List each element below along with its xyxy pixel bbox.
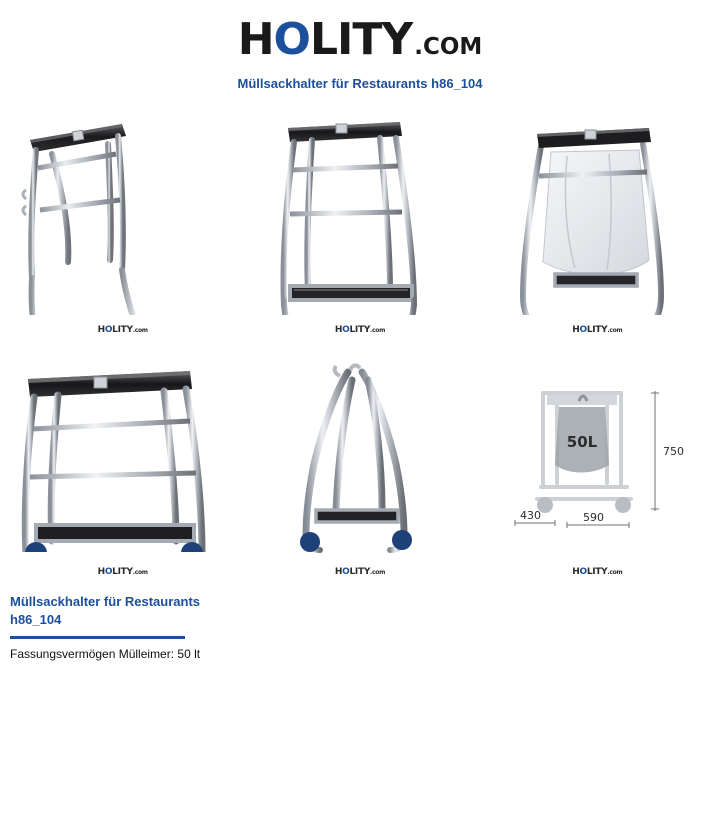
gallery-item-rear-view[interactable] bbox=[243, 341, 476, 581]
watermark: HOLITY.com bbox=[572, 567, 623, 577]
watermark: HOLITY.com bbox=[572, 325, 623, 335]
product-spec-capacity: Fassungsvermögen Mülleimer: 50 lt bbox=[10, 647, 201, 662]
gallery-image-2[interactable] bbox=[243, 99, 476, 325]
garbage-bag bbox=[543, 150, 649, 275]
top-clamp-bar bbox=[30, 124, 126, 152]
gallery-item-side-angled-with-shelf[interactable] bbox=[243, 99, 476, 339]
product-image-gallery bbox=[0, 99, 720, 581]
diagram-height-dimension bbox=[651, 391, 659, 511]
gallery-image-4[interactable] bbox=[6, 341, 239, 567]
gallery-item-diagram-dimensions[interactable] bbox=[481, 341, 714, 581]
product-info bbox=[0, 581, 720, 661]
base-shelf bbox=[290, 286, 412, 300]
photo-rear-view bbox=[270, 354, 450, 554]
photo-side-angled-with-shelf bbox=[260, 110, 460, 315]
gallery-image-5[interactable] bbox=[243, 341, 476, 567]
base-shelf bbox=[555, 274, 637, 286]
gallery-item-front-angled-with-wheels[interactable] bbox=[6, 99, 239, 339]
top-clamp-bar bbox=[288, 122, 402, 142]
diagram-depth-value: 430 bbox=[520, 508, 542, 522]
logo-text bbox=[237, 14, 483, 65]
watermark: HOLITY.com bbox=[97, 567, 148, 577]
watermark: HOLITY.com bbox=[334, 325, 386, 335]
photo-front-angled-with-wheels bbox=[18, 110, 228, 315]
diagram-height-value: 750 bbox=[663, 444, 685, 458]
logo-o: O bbox=[273, 14, 310, 65]
product-title-line2: h86_104 bbox=[10, 611, 62, 627]
gallery-item-front-straight[interactable] bbox=[6, 341, 239, 581]
logo-dotcom: .COM bbox=[414, 34, 483, 60]
photo-front-straight bbox=[18, 357, 228, 552]
photo-with-bag-mounted bbox=[497, 110, 697, 315]
logo-h: H bbox=[237, 14, 274, 65]
gallery-image-1[interactable] bbox=[6, 99, 239, 325]
diagram-capacity-label: 50L bbox=[567, 432, 598, 451]
gallery-image-3[interactable] bbox=[481, 99, 714, 325]
diagram-bag bbox=[555, 396, 609, 473]
watermark: HOLITY.com bbox=[97, 325, 148, 335]
page-title: Müllsackhalter für Restaurants h86_104 bbox=[237, 76, 483, 91]
diagram-width-value: 590 bbox=[583, 510, 605, 524]
product-title-line1: Müllsackhalter für Restaurants bbox=[10, 594, 201, 609]
logo-lity: LITY bbox=[309, 14, 413, 65]
product-title bbox=[10, 593, 270, 628]
watermark: HOLITY.com bbox=[334, 567, 386, 577]
divider bbox=[10, 636, 185, 639]
top-clamp-bar bbox=[537, 128, 651, 148]
base-shelf bbox=[36, 525, 194, 541]
diagram-dimensions bbox=[497, 367, 697, 542]
base-shelf bbox=[316, 510, 398, 522]
gallery-image-6[interactable] bbox=[481, 341, 714, 567]
site-logo[interactable] bbox=[0, 0, 720, 65]
gallery-item-with-bag-mounted[interactable] bbox=[481, 99, 714, 339]
